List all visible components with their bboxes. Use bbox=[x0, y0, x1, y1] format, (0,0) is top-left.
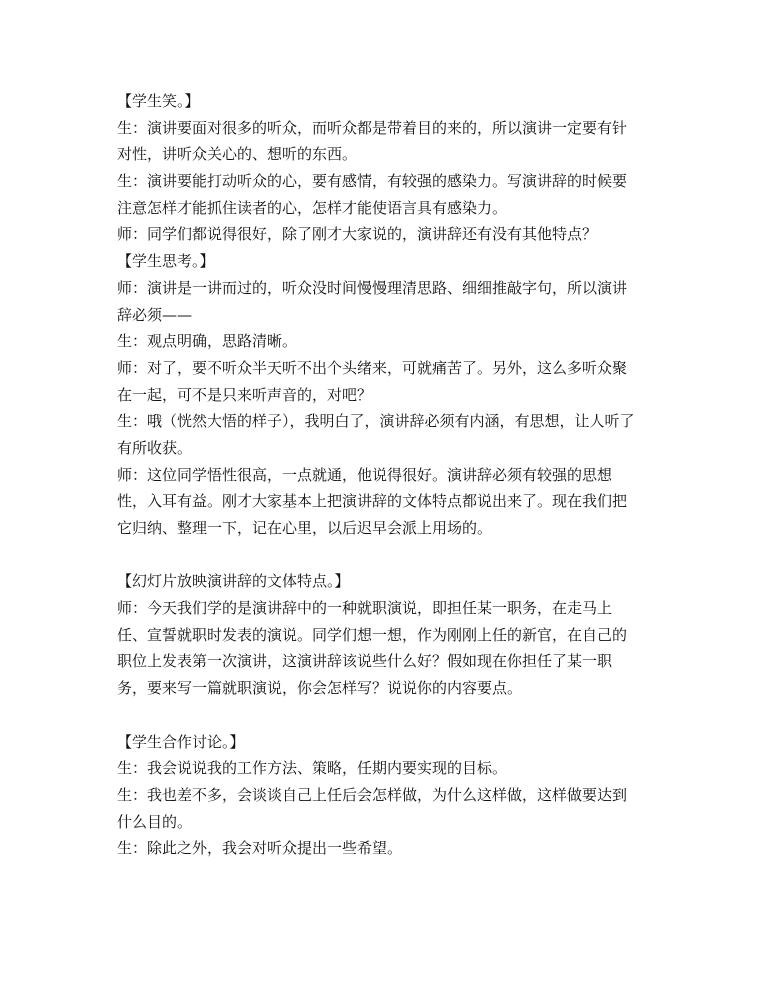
text-line: 什么目的。 bbox=[117, 812, 193, 831]
paragraph bbox=[117, 88, 657, 115]
text-line: 注意怎样才能抓住读者的心，怎样才能使语言具有感染力。 bbox=[117, 198, 508, 217]
text-line: 【幻灯片放映演讲辞的文体特点。】 bbox=[117, 572, 350, 591]
paragraph bbox=[117, 755, 657, 782]
paragraph-gap bbox=[117, 702, 657, 729]
text-line: 生：演讲要能打动听众的心，要有感情，有较强的感染力。写演讲辞的时候要 bbox=[117, 172, 628, 191]
paragraph bbox=[117, 275, 657, 328]
text-line: 师：同学们都说得很好，除了刚才大家说的，演讲辞还有没有其他特点？ bbox=[117, 225, 598, 244]
paragraph-gap bbox=[117, 542, 657, 569]
paragraph bbox=[117, 568, 657, 595]
text-line: 有所收获。 bbox=[117, 438, 193, 457]
paragraph bbox=[117, 355, 657, 408]
paragraph bbox=[117, 168, 657, 221]
text-line: 生：我会说说我的工作方法、策略，任期内要实现的目标。 bbox=[117, 759, 508, 778]
text-line: 生：除此之外，我会对听众提出一些希望。 bbox=[117, 839, 403, 858]
text-line: 生：我也差不多，会谈谈自己上任后会怎样做，为什么这样做，这样做要达到 bbox=[117, 785, 628, 804]
text-line: 生：演讲要面对很多的听众，而听众都是带着目的来的，所以演讲一定要有针 bbox=[117, 118, 628, 137]
paragraph bbox=[117, 248, 657, 275]
text-line: 它归纳、整理一下，记在心里，以后迟早会派上用场的。 bbox=[117, 519, 493, 537]
text-line: 【学生合作讨论。】 bbox=[117, 732, 245, 751]
paragraph bbox=[117, 595, 657, 702]
text-line: 任、宣誓就职时发表的演说。同学们想一想，作为刚刚上任的新官，在自己的 bbox=[117, 625, 628, 644]
text-line: 师：对了，要不听众半天听不出个头绪来，可就痛苦了。另外，这么多听众聚 bbox=[117, 358, 628, 377]
text-line: 生：哦（恍然大悟的样子），我明白了，演讲辞必须有内涵，有思想，让人听了 bbox=[117, 412, 635, 431]
paragraph bbox=[117, 835, 657, 862]
text-line: 在一起，可不是只来听声音的，对吧？ bbox=[117, 385, 373, 404]
text-line: 师：演讲是一讲而过的，听众没时间慢慢理清思路、细细推敲字句，所以演讲 bbox=[117, 278, 628, 297]
text-line: 【学生思考。】 bbox=[117, 252, 215, 271]
paragraph bbox=[117, 221, 657, 248]
text-line: 对性，讲听众关心的、想听的东西。 bbox=[117, 145, 358, 164]
text-line: 生：观点明确，思路清晰。 bbox=[117, 332, 298, 351]
document-page bbox=[117, 88, 657, 862]
paragraph bbox=[117, 328, 657, 355]
text-line: 师：今天我们学的是演讲辞中的一种就职演说，即担任某一职务，在走马上 bbox=[117, 599, 613, 618]
paragraph bbox=[117, 782, 657, 835]
text-line: 性，入耳有益。刚才大家基本上把演讲辞的文体特点都说出来了。现在我们把 bbox=[117, 492, 628, 511]
text-line: 【学生笑。】 bbox=[117, 92, 200, 110]
paragraph bbox=[117, 408, 657, 461]
text-line: 辞必须—— bbox=[117, 305, 193, 324]
paragraph bbox=[117, 729, 657, 756]
paragraph bbox=[117, 115, 657, 168]
text-line: 职位上发表第一次演讲，这演讲辞该说些什么好？假如现在你担任了某一职 bbox=[117, 652, 613, 671]
text-line: 师：这位同学悟性很高，一点就通，他说得很好。演讲辞必须有较强的思想 bbox=[117, 465, 613, 484]
paragraph bbox=[117, 462, 657, 542]
text-line: 务，要来写一篇就职演说，你会怎样写？说说你的内容要点。 bbox=[117, 679, 523, 698]
